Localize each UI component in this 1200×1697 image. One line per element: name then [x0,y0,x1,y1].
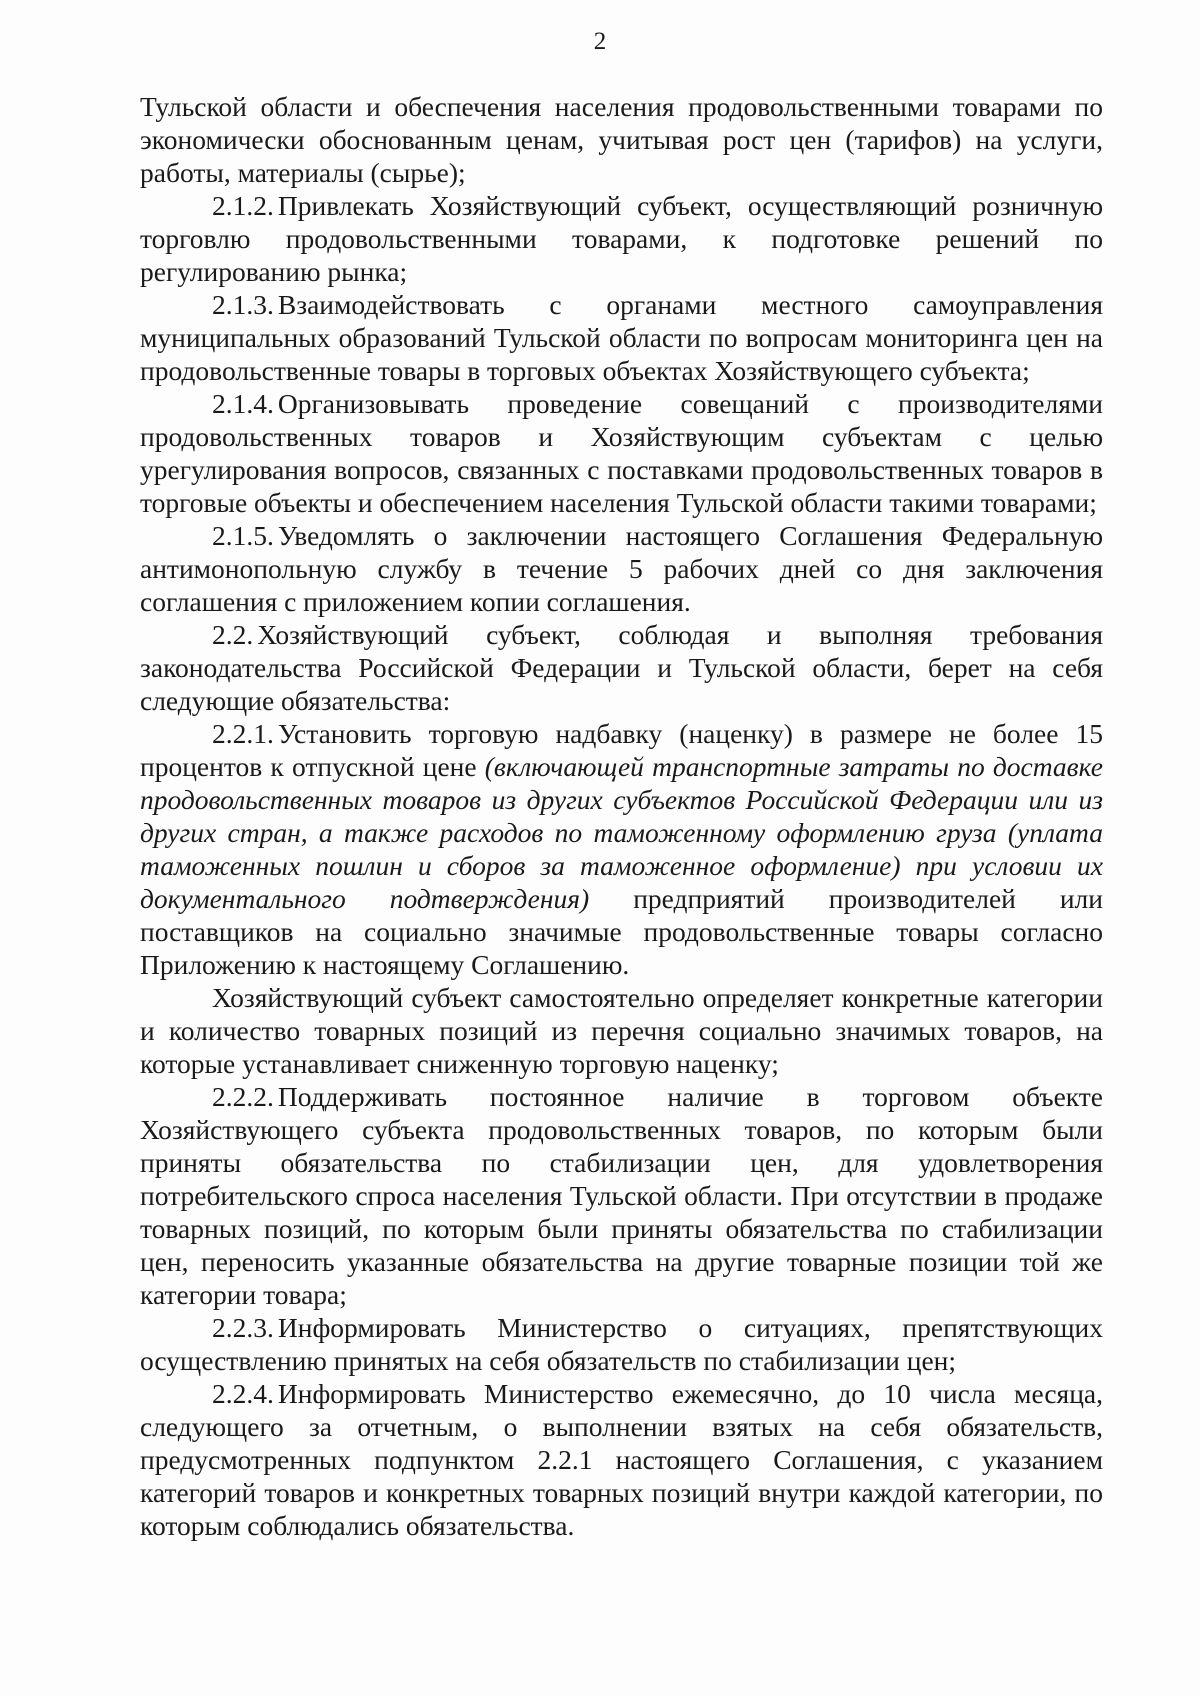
paragraph-2-1-5 [140,519,1103,618]
paragraph-2-1-3 [140,288,1103,387]
paragraph-2-2 [140,618,1103,717]
document-body [140,90,1103,1542]
paragraph-2-1-4 [140,387,1103,519]
paragraph-number: 2.2.3. [212,1312,274,1343]
paragraph-italic-text: (включающей транспортные затраты по доставке продовольственных товаров из других субъектов Российской Федерации или из других стран, а также расходов по таможенному оформлению груза (уплата таможенных пошлин и сборов за таможенное оформление) при условии их документального подтверждения) [140,751,1103,914]
paragraph-text: Привлекать Хозяйствующий субъект, осуществляющий розничную торговлю продовольственными товарами, к подготовке решений по регулированию рынка; [140,190,1103,287]
paragraph-text: Информировать Министерство ежемесячно, до 10 числа месяца, следующего за отчетным, о выполнении взятых на себя обязательств, предусмотренных подпунктом 2.2.1 настоящего Соглашения, с указанием категорий товаров и конкретных товарных позиций внутри каждой категории, по которым соблюдались обязательства. [140,1378,1103,1541]
paragraph-text: Поддерживать постоянное наличие в торговом объекте Хозяйствующего субъекта продовольственных товаров, по которым были приняты обязательства по стабилизации цен, для удовлетворения потребительского спроса населения Тульской области. При отсутствии в продаже товарных позиций, по которым были приняты обязательства по стабилизации цен, переносить указанные обязательства на другие товарные позиции той же категории товара; [140,1081,1103,1310]
paragraph-2-2-2 [140,1080,1103,1311]
paragraph-2-2-1 [140,717,1103,981]
paragraph-text-after: предприятий производителей или поставщиков на социально значимые продовольственные товары согласно Приложению к настоящему Соглашению. [140,883,1103,980]
paragraph-number: 2.1.2. [212,190,274,221]
paragraph-number: 2.1.3. [212,289,274,320]
paragraph-2-2-4 [140,1377,1103,1542]
paragraph-unnumbered [140,981,1103,1080]
paragraph-number: 2.2.1. [212,718,274,749]
paragraph-text: Установить торговую надбавку (наценку) в размере не более 15 процентов к отпускной цене [140,718,1103,782]
paragraph-text: Хозяйствующий субъект, соблюдая и выполняя требования законодательства Российской Федерации и Тульской области, берет на себя следующие обязательства: [140,619,1103,716]
paragraph-continuation [140,90,1103,189]
paragraph-number: 2.1.4. [212,388,274,419]
paragraph-text: Организовывать проведение совещаний с производителями продовольственных товаров и Хозяйствующим субъектам с целью урегулирования вопросов, связанных с поставками продовольственных товаров в торговые объекты и обеспечением населения Тульской области такими товарами; [140,388,1103,518]
paragraph-number: 2.2. [212,619,254,650]
paragraph-number: 2.1.5. [212,520,274,551]
page-number: 2 [593,28,607,55]
paragraph-text: Хозяйствующий субъект самостоятельно определяет конкретные категории и количество товарных позиций из перечня социально значимых товаров, на которые устанавливает сниженную торговую наценку; [140,982,1103,1079]
paragraph-number: 2.2.4. [212,1378,274,1409]
paragraph-text: Уведомлять о заключении настоящего Соглашения Федеральную антимонопольную службу в течение 5 рабочих дней со дня заключения соглашения с приложением копии соглашения. [140,520,1103,617]
paragraph-text: Информировать Министерство о ситуациях, препятствующих осуществлению принятых на себя обязательств по стабилизации цен; [140,1312,1103,1376]
paragraph-number: 2.2.2. [212,1081,274,1112]
paragraph-text: Взаимодействовать с органами местного самоуправления муниципальных образований Тульской области по вопросам мониторинга цен на продовольственные товары в торговых объектах Хозяйствующего субъекта; [140,289,1103,386]
paragraph-2-2-3 [140,1311,1103,1377]
paragraph-text: Тульской области и обеспечения населения продовольственными товарами по экономически обоснованным ценам, учитывая рост цен (тарифов) на услуги, работы, материалы (сырье); [140,91,1103,188]
paragraph-2-1-2 [140,189,1103,288]
